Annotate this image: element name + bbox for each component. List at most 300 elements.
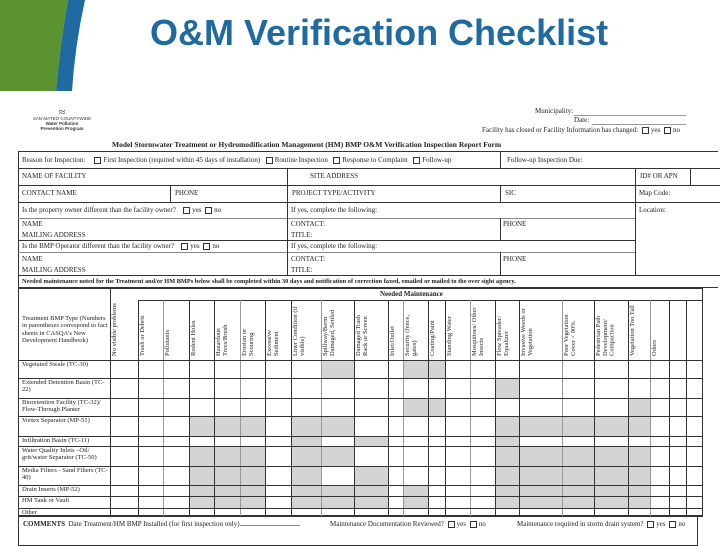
checklist-cell[interactable] bbox=[595, 379, 628, 398]
checklist-cell[interactable] bbox=[670, 379, 686, 398]
logo: ≈ SAN MATEO COUNTYWIDE Water Pollution Prevention Program bbox=[22, 108, 102, 131]
checklist-cell[interactable] bbox=[629, 379, 650, 398]
checklist-cell[interactable] bbox=[496, 509, 519, 516]
bmp-type-label: Bioretention Facility (TC-32)/ Flow-Through Planter bbox=[22, 399, 101, 414]
checklist-cell[interactable] bbox=[471, 379, 495, 398]
checklist-cell[interactable] bbox=[563, 437, 594, 446]
checklist-cell[interactable] bbox=[164, 361, 189, 378]
checklist-cell bbox=[629, 447, 650, 466]
needed-maintenance-note: Needed maintenance noted for the Treatment and/or HM BMPs below shall be completed within 30 days and notification of correction faxed, emailed or mailed to the over sight agency. bbox=[22, 278, 516, 285]
checklist-cell[interactable] bbox=[446, 417, 470, 436]
checklist-cell[interactable] bbox=[563, 379, 594, 398]
checklist-cell[interactable] bbox=[164, 497, 189, 508]
checklist-cell[interactable] bbox=[190, 399, 214, 416]
checklist-cell bbox=[563, 447, 594, 466]
checklist-cell bbox=[322, 486, 354, 496]
checklist-cell[interactable] bbox=[687, 379, 703, 398]
checklist-cell[interactable] bbox=[139, 379, 163, 398]
form-title: Model Stormwater Treatment or Hydromodification Management (HM) BMP O&M Verification Inspection Report Form bbox=[112, 140, 502, 149]
checklist-cell bbox=[563, 497, 594, 508]
bmp-type-label: Water Quality Inlets –Oil/ grit/water Separator (TC-50) bbox=[22, 447, 97, 462]
checklist-cell[interactable] bbox=[629, 509, 650, 516]
checklist-cell[interactable] bbox=[389, 497, 403, 508]
checklist-cell bbox=[404, 361, 428, 378]
checklist-cell[interactable] bbox=[139, 467, 163, 485]
no-checkbox[interactable] bbox=[470, 521, 477, 528]
no-checkbox[interactable] bbox=[669, 521, 676, 528]
checklist-cell[interactable] bbox=[190, 379, 214, 398]
checklist-cell bbox=[241, 417, 265, 436]
checklist-cell[interactable] bbox=[563, 509, 594, 516]
owner-name-label: NAME bbox=[22, 220, 43, 228]
checklist-cell[interactable] bbox=[164, 437, 189, 446]
operator-mailing-label: MAILING ADDRESS bbox=[22, 266, 86, 274]
owner-title-label: TITLE: bbox=[291, 231, 313, 239]
column-header: Invasive Weeds or Vegetation bbox=[520, 308, 534, 356]
checklist-cell bbox=[595, 447, 628, 466]
checklist-cell[interactable] bbox=[629, 437, 650, 446]
column-header: Security (fence, gates) bbox=[404, 314, 418, 356]
checklist-cell[interactable] bbox=[292, 509, 321, 516]
checklist-cell bbox=[355, 467, 388, 485]
checklist-cell bbox=[322, 361, 354, 378]
column-header: Rodent Holes bbox=[190, 320, 197, 356]
bmp-type-label: HM Tank or Vault bbox=[22, 497, 70, 504]
column-header: Poor Vegetation Cover < 90% bbox=[563, 314, 577, 356]
sic-label: SIC bbox=[505, 189, 516, 197]
if-yes-label: If yes, complete the following: bbox=[291, 206, 378, 214]
checklist-cell bbox=[629, 417, 650, 436]
doc-reviewed: Maintenance Documentation Reviewed? yes no bbox=[330, 520, 486, 529]
operator-contact-label: CONTACT: bbox=[291, 255, 326, 263]
checklist-cell[interactable] bbox=[389, 467, 403, 485]
checklist-cell bbox=[496, 379, 519, 398]
checklist-cell bbox=[496, 497, 519, 508]
checklist-cell[interactable] bbox=[355, 447, 388, 466]
column-header bbox=[688, 304, 702, 356]
checklist-cell[interactable] bbox=[111, 497, 138, 508]
property-owner-question: Is the property owner different than the facility owner? yes no bbox=[22, 206, 222, 215]
column-header: Standing Water bbox=[446, 316, 453, 356]
checklist-cell[interactable] bbox=[670, 361, 686, 378]
checklist-cell[interactable] bbox=[595, 361, 628, 378]
checklist-cell[interactable] bbox=[266, 361, 291, 378]
bmp-type-label: Other bbox=[22, 509, 37, 516]
wave-icon: ≈ bbox=[58, 105, 66, 119]
checklist-cell[interactable] bbox=[429, 467, 445, 485]
checklist-cell[interactable] bbox=[241, 437, 265, 446]
checklist-cell[interactable] bbox=[651, 447, 669, 466]
storm-drain-question: Maintenance required in storm drain system? yes no bbox=[517, 520, 686, 529]
checklist-cell bbox=[520, 447, 562, 466]
checklist-cell[interactable] bbox=[687, 437, 703, 446]
checklist-cell[interactable] bbox=[266, 399, 291, 416]
checklist-cell[interactable] bbox=[139, 361, 163, 378]
checklist-cell[interactable] bbox=[471, 486, 495, 496]
checklist-cell[interactable] bbox=[215, 361, 240, 378]
checklist-cell[interactable] bbox=[389, 417, 403, 436]
checklist-cell[interactable] bbox=[215, 437, 240, 446]
checklist-cell[interactable] bbox=[446, 379, 470, 398]
checklist-cell[interactable] bbox=[355, 379, 388, 398]
checklist-cell[interactable] bbox=[687, 417, 703, 436]
checklist-cell[interactable] bbox=[322, 399, 354, 416]
checklist-cell[interactable] bbox=[241, 399, 265, 416]
column-header: Excessive Sediment bbox=[266, 330, 280, 356]
checklist-cell[interactable] bbox=[429, 417, 445, 436]
checklist-cell[interactable] bbox=[595, 437, 628, 446]
if-yes-label-2: If yes, complete the following: bbox=[291, 242, 378, 250]
checklist-cell[interactable] bbox=[111, 399, 138, 416]
checklist-cell[interactable] bbox=[471, 509, 495, 516]
owner-mailing-label: MAILING ADDRESS bbox=[22, 231, 86, 239]
checklist-cell bbox=[355, 486, 388, 496]
checklist-cell bbox=[595, 486, 628, 496]
checklist-cell[interactable] bbox=[496, 361, 519, 378]
checklist-cell[interactable] bbox=[520, 361, 562, 378]
operator-name-label: NAME bbox=[22, 255, 43, 263]
column-header: Damaged Trash Rack or Screen bbox=[355, 315, 369, 356]
checklist-cell[interactable] bbox=[139, 437, 163, 446]
operator-title-label: TITLE: bbox=[291, 266, 313, 274]
checklist-cell[interactable] bbox=[446, 467, 470, 485]
checklist-cell[interactable] bbox=[266, 437, 291, 446]
checklist-cell bbox=[404, 399, 428, 416]
checklist-cell[interactable] bbox=[389, 437, 403, 446]
checklist-cell[interactable] bbox=[496, 399, 519, 416]
checklist-cell[interactable] bbox=[139, 486, 163, 496]
column-header: Vegetation Too Tall bbox=[629, 305, 636, 356]
bmp-type-label: Media Filters - Sand Filters (TC-40) bbox=[22, 467, 108, 482]
checklist-cell[interactable] bbox=[446, 509, 470, 516]
checklist-cell[interactable] bbox=[670, 486, 686, 496]
column-header: Pollutants bbox=[164, 329, 171, 356]
checklist-cell bbox=[404, 486, 428, 496]
checklist-cell[interactable] bbox=[651, 417, 669, 436]
checklist-cell[interactable] bbox=[322, 509, 354, 516]
checklist-cell[interactable] bbox=[595, 399, 628, 416]
checklist-cell[interactable] bbox=[670, 497, 686, 508]
checklist-cell[interactable] bbox=[111, 417, 138, 436]
checklist-cell[interactable] bbox=[404, 467, 428, 485]
checklist-cell[interactable] bbox=[651, 486, 669, 496]
checklist-cell[interactable] bbox=[164, 486, 189, 496]
checklist-cell[interactable] bbox=[446, 437, 470, 446]
checklist-cell[interactable] bbox=[389, 379, 403, 398]
checklist-cell[interactable] bbox=[520, 437, 562, 446]
bmp-type-label: Vortex Separator (MP-51) bbox=[22, 417, 90, 424]
checklist-cell bbox=[190, 417, 214, 436]
checklist-cell[interactable] bbox=[446, 486, 470, 496]
map-code-label: Map Code: bbox=[639, 189, 671, 197]
checklist-cell[interactable] bbox=[651, 509, 669, 516]
checklist-cell bbox=[520, 486, 562, 496]
checklist-cell bbox=[404, 497, 428, 508]
checklist-cell[interactable] bbox=[241, 379, 265, 398]
checklist-cell[interactable] bbox=[292, 399, 321, 416]
followup-due-label: Follow-up Inspection Due: bbox=[507, 156, 583, 164]
reason-row: Reason for Inspection: First Inspection (required within 45 days of installation) Routine Inspection Response to Complaint Follow-up bbox=[22, 156, 452, 165]
checklist-cell[interactable] bbox=[355, 361, 388, 378]
operator-question: Is the BMP Operator different than the facility owner? yes no bbox=[22, 242, 220, 251]
checklist-cell[interactable] bbox=[164, 399, 189, 416]
checklist-cell[interactable] bbox=[215, 509, 240, 516]
checklist-cell[interactable] bbox=[687, 467, 703, 485]
checklist-cell bbox=[355, 497, 388, 508]
checklist-cell[interactable] bbox=[471, 437, 495, 446]
checklist-cell bbox=[190, 497, 214, 508]
checklist-cell[interactable] bbox=[139, 447, 163, 466]
checklist-cell bbox=[563, 417, 594, 436]
checklist-cell[interactable] bbox=[471, 447, 495, 466]
checklist-cell[interactable] bbox=[629, 361, 650, 378]
checklist-cell[interactable] bbox=[292, 379, 321, 398]
column-header: Inlet/Outlet bbox=[389, 326, 396, 356]
checklist-cell[interactable] bbox=[520, 509, 562, 516]
checklist-cell[interactable] bbox=[471, 497, 495, 508]
checklist-cell[interactable] bbox=[215, 379, 240, 398]
checklist-cell[interactable] bbox=[446, 497, 470, 508]
checklist-cell[interactable] bbox=[111, 509, 138, 516]
checklist-cell[interactable] bbox=[164, 447, 189, 466]
bmp-type-label: Vegetated Swale (TC-30) bbox=[22, 361, 89, 368]
checklist-cell[interactable] bbox=[651, 399, 669, 416]
checklist-cell bbox=[322, 497, 354, 508]
checklist-cell bbox=[563, 467, 594, 485]
checklist-cell[interactable] bbox=[389, 509, 403, 516]
checklist-cell bbox=[496, 486, 519, 496]
checklist-cell[interactable] bbox=[266, 379, 291, 398]
checklist-cell bbox=[292, 467, 321, 485]
checklist-cell[interactable] bbox=[139, 399, 163, 416]
needed-maintenance-header: Needed Maintenance bbox=[380, 290, 443, 298]
checklist-cell bbox=[241, 447, 265, 466]
checklist-cell[interactable] bbox=[471, 361, 495, 378]
site-address-label: SITE ADDRESS bbox=[310, 172, 359, 180]
column-header: Flow Spreader/ Equalizer bbox=[496, 316, 510, 356]
checklist-cell bbox=[322, 417, 354, 436]
owner-phone-label: PHONE bbox=[503, 220, 527, 228]
comments-line: COMMENTS Date Treatment/HM BMP Installed (for first inspection only) bbox=[23, 521, 300, 528]
column-header: Spillway/Berm Damaged, Settled bbox=[322, 309, 336, 356]
phone-label: PHONE bbox=[175, 189, 199, 197]
checklist-cell[interactable] bbox=[429, 379, 445, 398]
checklist-cell bbox=[355, 437, 388, 446]
checklist-cell[interactable] bbox=[404, 509, 428, 516]
checklist-cell[interactable] bbox=[687, 399, 703, 416]
column-header: Coating/Paint bbox=[429, 320, 436, 356]
checklist-cell[interactable] bbox=[389, 399, 403, 416]
checklist-cell bbox=[292, 486, 321, 496]
checklist-cell[interactable] bbox=[355, 417, 388, 436]
checklist-cell[interactable] bbox=[520, 399, 562, 416]
checklist-cell bbox=[629, 399, 650, 416]
checklist-cell[interactable] bbox=[266, 447, 291, 466]
checklist-cell[interactable] bbox=[429, 509, 445, 516]
checklist-cell bbox=[190, 486, 214, 496]
checklist-cell[interactable] bbox=[404, 437, 428, 446]
facility-changed: Facility has closed or Facility Information has changed: yes no bbox=[482, 126, 680, 135]
checklist-cell[interactable] bbox=[670, 509, 686, 516]
checklist-cell bbox=[322, 447, 354, 466]
checklist-cell[interactable] bbox=[651, 379, 669, 398]
checklist-cell[interactable] bbox=[429, 437, 445, 446]
date-label: Date: bbox=[574, 116, 590, 124]
checklist-cell[interactable] bbox=[429, 497, 445, 508]
municipality-label: Municipality: bbox=[535, 107, 574, 115]
slide-title: O&M Verification Checklist bbox=[150, 12, 609, 53]
checklist-cell[interactable] bbox=[429, 486, 445, 496]
checklist-cell[interactable] bbox=[651, 437, 669, 446]
checklist-cell bbox=[215, 417, 240, 436]
checklist-cell bbox=[496, 417, 519, 436]
checklist-cell[interactable] bbox=[322, 437, 354, 446]
checklist-cell bbox=[520, 417, 562, 436]
checklist-cell bbox=[292, 447, 321, 466]
checklist-cell bbox=[292, 437, 321, 446]
checklist-cell bbox=[496, 447, 519, 466]
checklist-cell[interactable] bbox=[404, 447, 428, 466]
column-header: Odors bbox=[651, 340, 658, 356]
column-header: Erosion or Scouring bbox=[241, 328, 255, 356]
checklist-cell bbox=[429, 399, 445, 416]
checklist-cell[interactable] bbox=[241, 361, 265, 378]
checklist-cell[interactable] bbox=[687, 447, 703, 466]
yes-checkbox[interactable] bbox=[448, 521, 455, 528]
checklist-cell[interactable] bbox=[429, 447, 445, 466]
checklist-cell[interactable] bbox=[595, 509, 628, 516]
owner-contact-label: CONTACT: bbox=[291, 220, 326, 228]
checklist-cell bbox=[215, 447, 240, 466]
checklist-cell bbox=[595, 497, 628, 508]
checklist-cell bbox=[292, 417, 321, 436]
checklist-cell[interactable] bbox=[563, 399, 594, 416]
checklist-cell[interactable] bbox=[111, 467, 138, 485]
checklist-cell[interactable] bbox=[670, 417, 686, 436]
checklist-cell[interactable] bbox=[651, 497, 669, 508]
checklist-cell[interactable] bbox=[446, 447, 470, 466]
checklist-cell[interactable] bbox=[139, 497, 163, 508]
checklist-cell bbox=[241, 486, 265, 496]
checklist-cell[interactable] bbox=[111, 486, 138, 496]
bmp-type-label: Drain Inserts (MP-52) bbox=[22, 486, 80, 493]
checklist-cell bbox=[629, 497, 650, 508]
checklist-cell[interactable] bbox=[139, 417, 163, 436]
column-header: Liner Condition (if visible) bbox=[292, 306, 306, 356]
column-header: Mosquitoes/ Other Insects bbox=[471, 307, 485, 356]
checklist-cell[interactable] bbox=[190, 509, 214, 516]
column-header: Hazardous Trees/Brush bbox=[215, 324, 229, 356]
checklist-cell[interactable] bbox=[266, 497, 291, 508]
checklist-cell bbox=[292, 497, 321, 508]
checklist-cell[interactable] bbox=[563, 361, 594, 378]
yes-checkbox[interactable] bbox=[647, 521, 654, 528]
project-type-label: PROJECT TYPE/ACTIVITY bbox=[292, 189, 376, 197]
checklist-cell[interactable] bbox=[266, 486, 291, 496]
checklist-cell[interactable] bbox=[446, 399, 470, 416]
checklist-cell[interactable] bbox=[292, 361, 321, 378]
checklist-cell[interactable] bbox=[446, 361, 470, 378]
checklist-cell[interactable] bbox=[687, 486, 703, 496]
checklist-cell bbox=[520, 497, 562, 508]
checklist-cell bbox=[629, 467, 650, 485]
checklist-cell bbox=[595, 467, 628, 485]
checklist-cell[interactable] bbox=[670, 399, 686, 416]
checklist-cell[interactable] bbox=[670, 467, 686, 485]
checklist-cell[interactable] bbox=[190, 437, 214, 446]
checklist-cell bbox=[215, 486, 240, 496]
column-header: Pedestrian Path Development/ Compaction bbox=[595, 315, 616, 356]
checklist-cell[interactable] bbox=[687, 497, 703, 508]
checklist-cell[interactable] bbox=[404, 379, 428, 398]
checklist-cell[interactable] bbox=[389, 447, 403, 466]
checklist-cell[interactable] bbox=[266, 417, 291, 436]
checklist-cell[interactable] bbox=[670, 447, 686, 466]
checklist-cell[interactable] bbox=[687, 509, 703, 516]
checklist-cell bbox=[215, 467, 240, 485]
checklist-cell[interactable] bbox=[355, 509, 388, 516]
checklist-cell[interactable] bbox=[520, 379, 562, 398]
checklist-cell[interactable] bbox=[266, 467, 291, 485]
checklist-cell[interactable] bbox=[322, 379, 354, 398]
checklist-cell[interactable] bbox=[164, 509, 189, 516]
checklist-cell[interactable] bbox=[164, 467, 189, 485]
checklist-cell[interactable] bbox=[670, 437, 686, 446]
column-header: Trash or Debris bbox=[139, 315, 146, 356]
checklist-cell[interactable] bbox=[111, 447, 138, 466]
checklist-cell bbox=[429, 361, 445, 378]
contact-name-label: CONTACT NAME bbox=[22, 189, 77, 197]
id-apn-label: ID# OR APN bbox=[640, 172, 678, 180]
checklist-cell[interactable] bbox=[241, 509, 265, 516]
checklist-cell[interactable] bbox=[266, 509, 291, 516]
checklist-cell[interactable] bbox=[355, 399, 388, 416]
checklist-cell[interactable] bbox=[389, 486, 403, 496]
checklist-cell[interactable] bbox=[215, 399, 240, 416]
checklist-cell[interactable] bbox=[139, 509, 163, 516]
checklist-cell[interactable] bbox=[389, 361, 403, 378]
checklist-cell[interactable] bbox=[471, 417, 495, 436]
operator-phone-label: PHONE bbox=[503, 255, 527, 263]
checklist-cell[interactable] bbox=[111, 437, 138, 446]
checklist-cell[interactable] bbox=[111, 361, 138, 378]
checklist-cell[interactable] bbox=[651, 467, 669, 485]
checklist-cell bbox=[190, 467, 214, 485]
checklist-cell[interactable] bbox=[651, 361, 669, 378]
bmp-type-label: Extended Detention Basin (TC-22) bbox=[22, 379, 105, 394]
checklist-cell[interactable] bbox=[687, 361, 703, 378]
checklist-cell[interactable] bbox=[322, 467, 354, 485]
checklist-cell[interactable] bbox=[404, 417, 428, 436]
checklist-cell[interactable] bbox=[190, 361, 214, 378]
checklist-cell[interactable] bbox=[164, 379, 189, 398]
header-divider bbox=[138, 300, 703, 301]
bmp-type-header: Treatment BMP Type (Numbers in parentheses correspond to fact sheets in CASQA's New Development Handbook) bbox=[22, 315, 108, 345]
checklist-cell[interactable] bbox=[471, 467, 495, 485]
checklist-cell bbox=[520, 467, 562, 485]
checklist-cell bbox=[496, 467, 519, 485]
checklist-cell bbox=[595, 417, 628, 436]
checklist-cell bbox=[215, 497, 240, 508]
checklist-cell[interactable] bbox=[111, 379, 138, 398]
column-header bbox=[671, 304, 685, 356]
name-of-facility-label: NAME OF FACILITY bbox=[22, 172, 87, 180]
checklist-cell[interactable] bbox=[471, 399, 495, 416]
checklist-cell[interactable] bbox=[164, 417, 189, 436]
bmp-type-label: Infiltration Basin (TC-11) bbox=[22, 437, 90, 444]
column-header: No visible problems bbox=[111, 303, 118, 356]
location-label: Location: bbox=[639, 206, 666, 214]
